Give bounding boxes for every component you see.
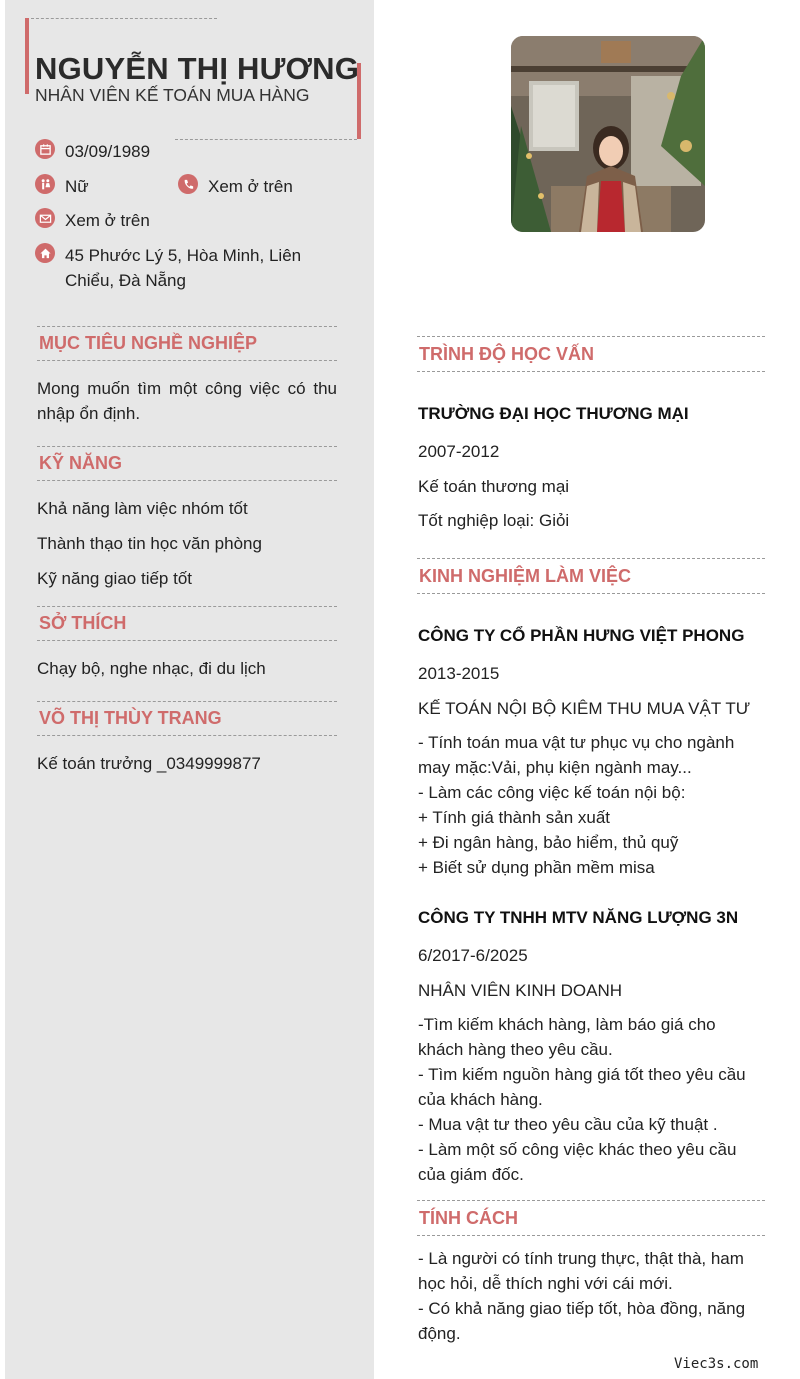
accent-bar bbox=[25, 18, 29, 94]
job-period: 2013-2015 bbox=[418, 664, 500, 683]
job-description bbox=[418, 1012, 746, 1187]
description-line: - Làm một số công việc khác theo yêu cầu bbox=[418, 1140, 737, 1159]
divider bbox=[31, 18, 217, 19]
hobbies-heading: SỞ THÍCH bbox=[37, 606, 337, 641]
description-line: của giám đốc. bbox=[418, 1165, 524, 1184]
school-name: TRƯỜNG ĐẠI HỌC THƯƠNG MẠI bbox=[418, 404, 689, 423]
email-text: Xem ở trên bbox=[65, 211, 150, 230]
job-position: NHÂN VIÊN KINH DOANH bbox=[418, 981, 623, 1000]
personality-line: - Có khả năng giao tiếp tốt, hòa đồng, năng bbox=[418, 1299, 746, 1318]
job-description bbox=[418, 730, 734, 880]
objective-text: Mong muốn tìm một công việc có thu nhập ổn định. bbox=[37, 379, 337, 423]
job-position: KẾ TOÁN NỘI BỘ KIÊM THU MUA VẬT TƯ bbox=[418, 699, 751, 718]
calendar-icon bbox=[35, 139, 55, 159]
description-line: + Đi ngân hàng, bảo hiểm, thủ quỹ bbox=[418, 833, 679, 852]
address-text: 45 Phước Lý 5, Hòa Minh, Liên Chiểu, Đà Nẵng bbox=[65, 246, 302, 290]
experience-heading: KINH NGHIỆM LÀM VIỆC bbox=[417, 558, 765, 594]
personality-line: - Là người có tính trung thực, thật thà, ham bbox=[418, 1249, 744, 1268]
hobbies-text: Chạy bộ, nghe nhạc, đi du lịch bbox=[37, 659, 266, 678]
objective-heading: MỤC TIÊU NGHỀ NGHIỆP bbox=[37, 326, 337, 361]
phone-text: Xem ở trên bbox=[208, 177, 293, 196]
reference-heading: VÕ THỊ THÙY TRANG bbox=[37, 701, 337, 736]
phone-icon bbox=[178, 174, 198, 194]
email-icon bbox=[35, 208, 55, 228]
description-line: - Mua vật tư theo yêu cầu của kỹ thuật . bbox=[418, 1115, 718, 1134]
divider bbox=[175, 139, 357, 140]
description-line: may mặc:Vải, phụ kiện ngành may... bbox=[418, 758, 692, 777]
reference-text: Kế toán trưởng _0349999877 bbox=[37, 754, 261, 773]
job-period: 6/2017-6/2025 bbox=[418, 946, 528, 965]
skill-item: Khả năng làm việc nhóm tốt bbox=[37, 499, 248, 518]
full-name: NGUYỄN THỊ HƯƠNG bbox=[35, 51, 360, 86]
skill-item: Thành thạo tin học văn phòng bbox=[37, 534, 262, 553]
description-line: - Tính toán mua vật tư phục vụ cho ngành bbox=[418, 733, 735, 752]
profile-photo bbox=[511, 36, 705, 232]
description-line: + Biết sử dụng phần mềm misa bbox=[418, 858, 655, 877]
job-title: NHÂN VIÊN KẾ TOÁN MUA HÀNG bbox=[35, 85, 310, 105]
skills-heading: KỸ NĂNG bbox=[37, 446, 337, 481]
education-period: 2007-2012 bbox=[418, 442, 500, 461]
personality-text bbox=[418, 1246, 745, 1346]
description-line: của khách hàng. bbox=[418, 1090, 543, 1109]
company-name: CÔNG TY TNHH MTV NĂNG LƯỢNG 3N bbox=[418, 908, 739, 927]
home-icon bbox=[35, 243, 55, 263]
gender-text: Nữ bbox=[65, 177, 89, 196]
brand-footer: Viec3s.com bbox=[674, 1356, 759, 1372]
skill-item: Kỹ năng giao tiếp tốt bbox=[37, 569, 193, 588]
personality-line: học hỏi, dễ thích nghi với cái mới. bbox=[418, 1274, 673, 1293]
description-line: -Tìm kiếm khách hàng, làm báo giá cho bbox=[418, 1015, 716, 1034]
personality-heading: TÍNH CÁCH bbox=[417, 1200, 765, 1236]
personality-line: động. bbox=[418, 1324, 461, 1343]
education-grade: Tốt nghiệp loại: Giỏi bbox=[418, 511, 570, 530]
education-major: Kế toán thương mại bbox=[418, 477, 570, 496]
name-frame bbox=[25, 18, 361, 140]
dob-text: 03/09/1989 bbox=[65, 142, 151, 161]
description-line: khách hàng theo yêu cầu. bbox=[418, 1040, 613, 1059]
education-heading: TRÌNH ĐỘ HỌC VẤN bbox=[417, 336, 765, 372]
description-line: - Làm các công việc kế toán nội bộ: bbox=[418, 783, 686, 802]
description-line: - Tìm kiếm nguồn hàng giá tốt theo yêu cầu bbox=[418, 1065, 746, 1084]
gender-icon bbox=[35, 174, 55, 194]
company-name: CÔNG TY CỔ PHẦN HƯNG VIỆT PHONG bbox=[418, 626, 745, 645]
description-line: + Tính giá thành sản xuất bbox=[418, 808, 611, 827]
sidebar bbox=[5, 0, 374, 1379]
